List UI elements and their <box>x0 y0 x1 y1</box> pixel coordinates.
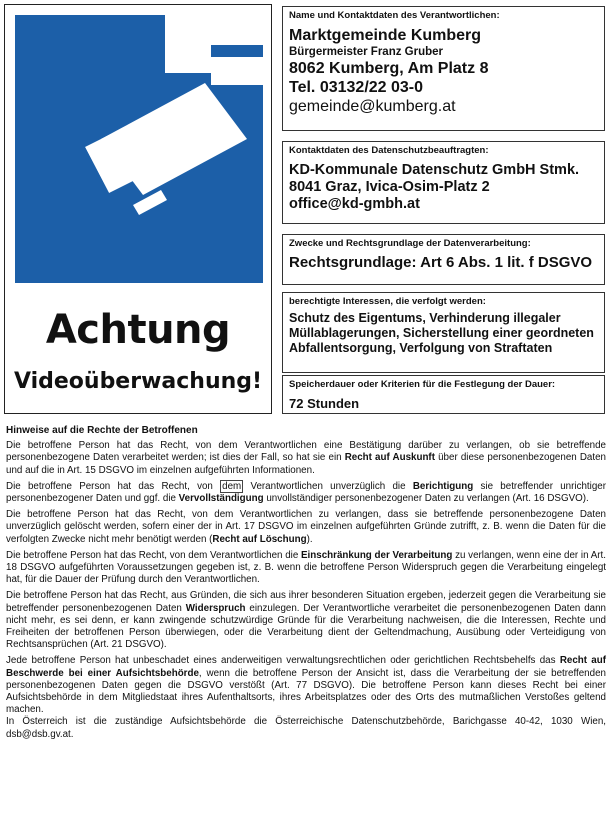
text: , wenn die betroffene Person der Ansicht ist, dass die Verarbeitung der sie betreffenden personenbezogenen Daten gegen die DSGVO verstößt (Art. 77 DSGVO). Die betroffene Person kann dieses Recht bei einer Aufsichtsbehörde in dem Mitgliedstaat ihres Aufenthaltsorts, ihres Arbeitsplatzes oder des Orts des mutmaßlichen Verstoßes geltend machen. <box>6 667 606 716</box>
dpo-label: Kontaktdaten des Datenschutzbeauftragten: <box>289 145 489 156</box>
interests-label: berechtigte Interessen, die verfolgt werden: <box>289 296 486 307</box>
text: Die betroffene Person hat das Recht, von <box>6 480 221 492</box>
text: Jede betroffene Person hat unbeschadet eines anderweitigen verwaltungsrechtlichen oder gerichtlichen Rechtsbehelfs das <box>6 655 560 667</box>
text: Verantwortlichen unverzüglich die <box>243 480 413 492</box>
emphasis: Widerspruch <box>185 602 246 614</box>
text: zu verlangen, wenn eine der in Art. 18 DSGVO aufgeführten Voraussetzungen gegeben ist, z. B. wenn die betroffene Person Widerspruch gegen die Verarbeitung eingelegt hat, für die Dauer der Prüfung durch den Verantwortlichen. <box>6 549 606 586</box>
rights-paragraph-complaint <box>6 655 606 716</box>
rights-heading: Hinweise auf die Rechte der Betroffenen <box>6 425 198 436</box>
purpose-box <box>282 234 605 285</box>
controller-email[interactable]: gemeinde@kumberg.at <box>289 98 456 115</box>
dpo-address: 8041 Graz, Ivica-Osim-Platz 2 <box>289 179 490 195</box>
purpose-value: Rechtsgrundlage: Art 6 Abs. 1 lit. f DSGVO <box>289 254 593 271</box>
text: ). <box>306 533 313 545</box>
text: unvollständiger personenbezogener Daten zu verlangen (Art. 16 DSGVO). <box>263 493 589 505</box>
text: Die betroffene Person hat das Recht, von dem Verantwortlichen die <box>6 549 302 561</box>
emphasis: Vervollständigung <box>178 493 264 505</box>
emphasis: Recht auf Beschwerde bei einer Aufsichtsbehörde <box>6 655 607 679</box>
text: Die betroffene Person hat das Recht, aus Gründen, die sich aus ihrer besonderen Situation ergeben, jederzeit gegen die Verarbeitung sie betreffender personenbezogenen Daten <box>6 590 606 614</box>
boxed-word: dem <box>222 480 242 492</box>
storage-value: 72 Stunden <box>289 396 360 411</box>
storage-box <box>282 375 605 414</box>
interests-line-1: Schutz des Eigentums, Verhinderung illegaler <box>289 311 561 325</box>
dpo-email[interactable]: office@kd-gmbh.at <box>289 196 420 212</box>
dpo-box <box>282 141 605 224</box>
purpose-label: Zwecke und Rechtsgrundlage der Datenverarbeitung: <box>289 238 531 249</box>
sign-title: Achtung <box>45 307 231 353</box>
emphasis: Einschränkung der Verarbeitung <box>301 549 453 561</box>
controller-address: 8062 Kumberg, Am Platz 8 <box>289 60 489 77</box>
interests-line-2: Müllablagerungen, Sicherstellung einer geordneten <box>289 326 594 340</box>
sign-subtitle: Videoüberwachung! <box>13 369 263 394</box>
interests-line-3: Abfallentsorgung, Verfolgung von Straftaten <box>289 341 553 355</box>
controller-label: Name und Kontaktdaten des Verantwortlichen: <box>289 10 500 21</box>
controller-box <box>282 6 605 131</box>
rights-paragraph-access <box>6 440 606 477</box>
text: über diese personenbezogenen Daten und auf die in Art. 15 DSGVO im einzelnen aufgeführten Informationen. <box>6 452 606 476</box>
camera-icon <box>15 15 263 283</box>
rights-paragraph-restriction <box>6 550 606 587</box>
rights-paragraph-objection <box>6 590 606 651</box>
rights-section <box>6 425 606 745</box>
rights-paragraph-rectification <box>6 481 606 505</box>
controller-mayor: Bürgermeister Franz Gruber <box>289 46 444 58</box>
text: sie betreffender unrichtiger personenbezogener Daten und ggf. die <box>6 480 606 505</box>
text: Die betroffene Person hat das Recht, von dem Verantwortlichen eine Bestätigung darüber zu verlangen, ob sie betreffende personenbezogene Daten verarbeitet werden; ist dies der Fall, so hat sie ein <box>6 440 606 464</box>
text: Die betroffene Person hat das Recht, von dem Verantwortlichen zu verlangen, dass sie betreffende personenbezogene Daten unverzüglich gelöscht werden, sofern einer der in Art. 17 DSGVO im einzelnen aufgeführten Gründe zutrifft, z. B. wenn die Daten für die verfolgten Zwecke nicht mehr benötigt werden ( <box>6 509 606 545</box>
controller-phone: Tel. 03132/22 03-0 <box>289 79 424 96</box>
emphasis: Recht auf Auskunft <box>344 452 435 464</box>
text: einzulegen. Der Verantwortliche verarbeitet die personenbezogenen Daten dann nicht mehr, es sei denn, er kann zwingende schutzwürdige Gründe für die Verarbeitung nachweisen, die die Interessen, Rechte und Freiheiten der betroffenen Person überwiegen, oder die Verarbeitung dient der Geltendmachung, Ausübung oder Verteidigung von Rechtsansprüchen (Art. 21 DSGVO). <box>6 602 606 651</box>
interests-box <box>282 292 605 373</box>
rights-paragraph-erasure <box>6 509 606 546</box>
controller-name: Marktgemeinde Kumberg <box>289 27 482 44</box>
sign-pictogram-panel <box>15 15 263 283</box>
warning-sign <box>4 4 272 414</box>
rights-paragraph-authority: In Österreich ist die zuständige Aufsichtsbehörde die Österreichische Datenschutzbehörde, Barichgasse 40-42, 1030 Wien, dsb@dsb.gv.at. <box>6 716 606 740</box>
dpo-name: KD-Kommunale Datenschutz GmbH Stmk. <box>289 162 580 178</box>
emphasis: Recht auf Löschung <box>212 533 307 545</box>
storage-label: Speicherdauer oder Kriterien für die Festlegung der Dauer: <box>289 379 556 390</box>
emphasis: Berichtigung <box>412 480 474 492</box>
